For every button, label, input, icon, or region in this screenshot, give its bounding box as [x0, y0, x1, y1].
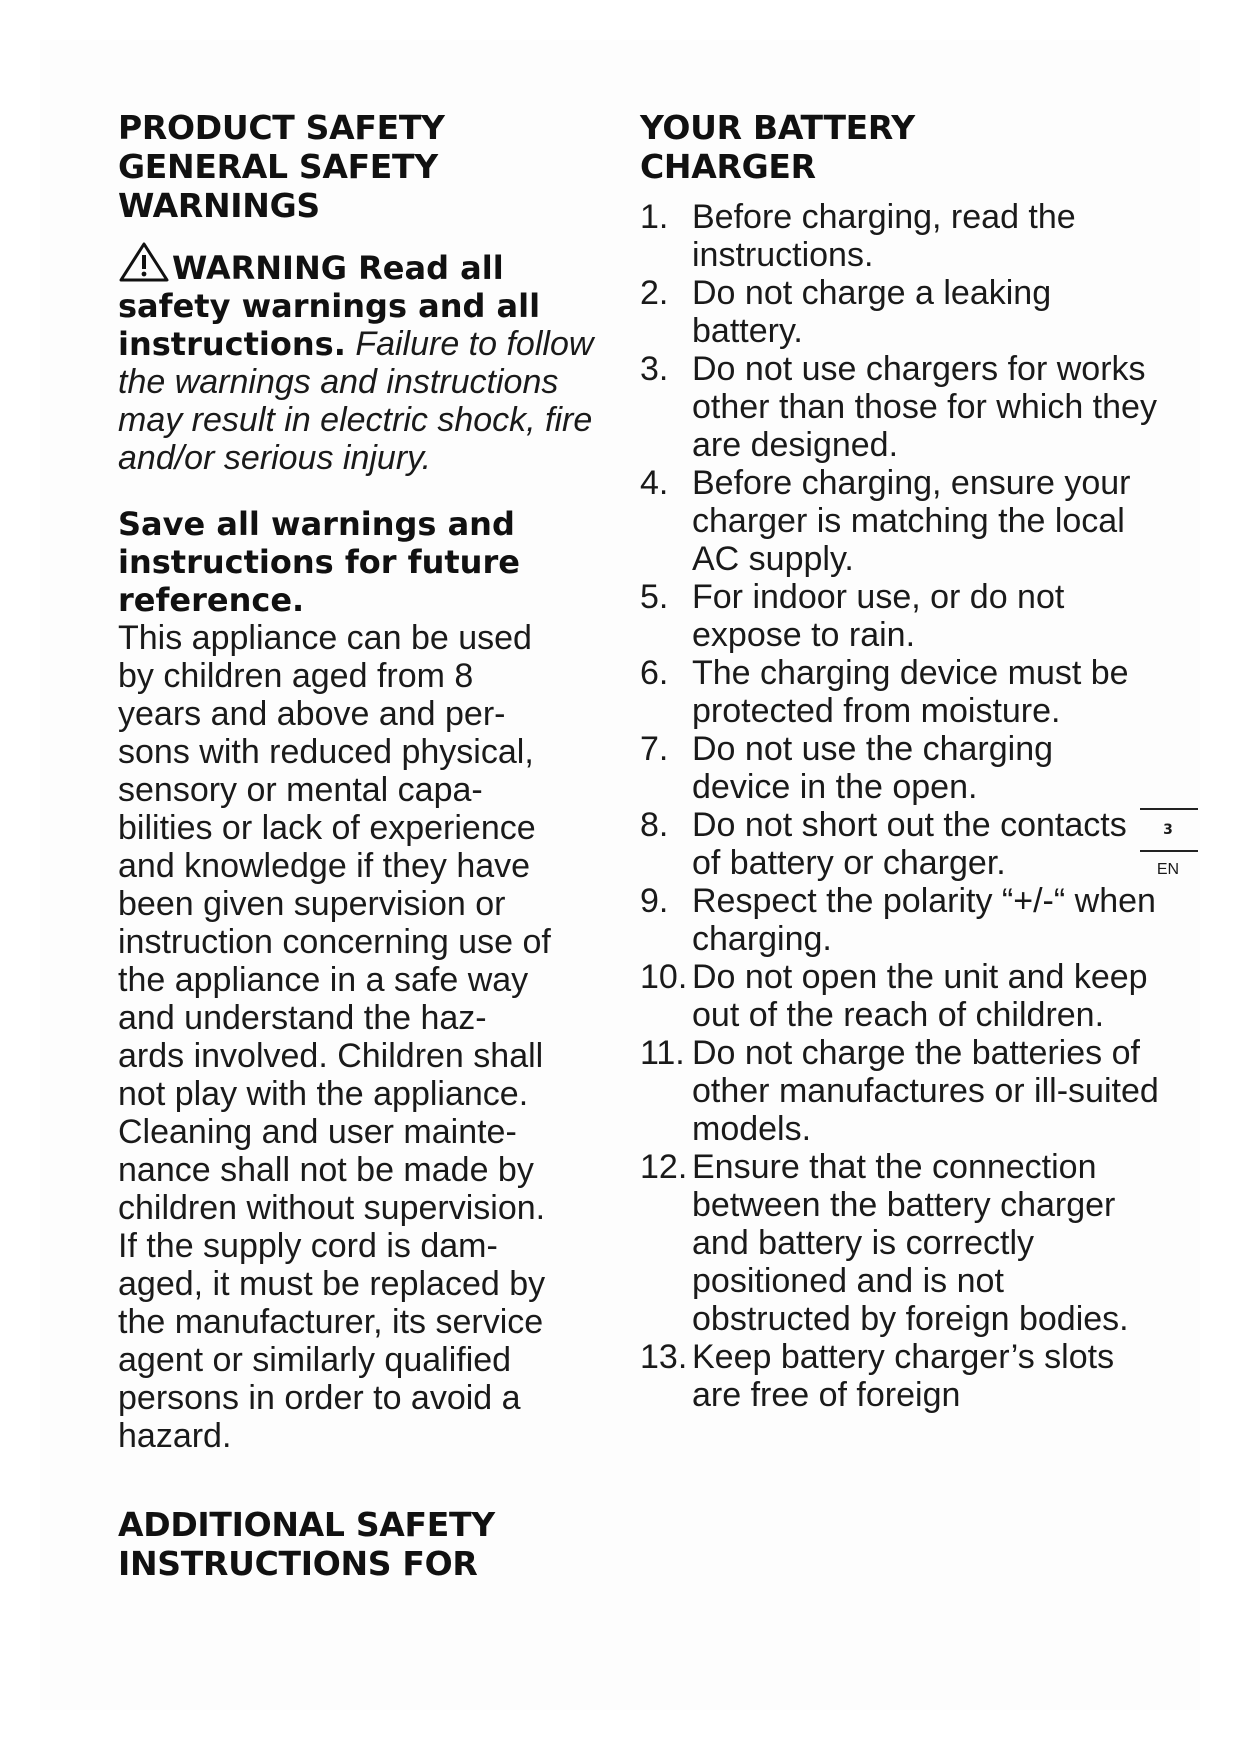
- body-line: years and above and per-: [118, 695, 506, 733]
- body-line: aged, it must be replaced by: [118, 1265, 546, 1303]
- list-item-number: 7.: [640, 730, 669, 768]
- list-item: [640, 1034, 1160, 1148]
- body-line: sensory or mental capa-: [118, 771, 483, 809]
- list-item-text: Ensure that the connection between the battery charger and battery is correctly positioned and is not obstructed by foreign bodies.: [692, 1148, 1129, 1338]
- list-item: [640, 274, 1160, 350]
- charger-instructions-list: [640, 198, 1160, 1414]
- body-line: instruction concerning use of: [118, 923, 551, 961]
- body-line: been given supervision or: [118, 885, 506, 923]
- body-line: children without supervision.: [118, 1189, 546, 1227]
- warning-triangle-icon: [118, 241, 170, 283]
- list-item-number: 3.: [640, 350, 669, 388]
- list-item-text: Do not charge the batteries of other manufactures or ill-suited models.: [692, 1034, 1159, 1148]
- list-item-number: 11.: [640, 1034, 685, 1072]
- heading-line: YOUR BATTERY: [640, 108, 915, 147]
- heading-line: CHARGER: [640, 147, 816, 186]
- warning-bold-text: WARNING Read all safety warnings and all instructions.: [118, 249, 541, 363]
- list-item-text: The charging device must be protected from moisture.: [692, 654, 1129, 730]
- heading-line: GENERAL SAFETY: [118, 147, 438, 186]
- body-line: persons in order to avoid a: [118, 1379, 521, 1417]
- list-item-text: Before charging, ensure your charger is matching the local AC supply.: [692, 464, 1131, 578]
- additional-safety-heading: [118, 1505, 608, 1583]
- language-code: EN: [1156, 861, 1180, 878]
- heading-line: PRODUCT SAFETY: [118, 108, 445, 147]
- list-item: [640, 198, 1160, 274]
- body-line: sons with reduced physical,: [118, 733, 534, 771]
- list-item-text: Do not use the charging device in the open.: [692, 730, 1054, 806]
- body-line: This appliance can be used: [118, 619, 532, 657]
- body-line: ards involved. Children shall: [118, 1037, 544, 1075]
- list-item-number: 2.: [640, 274, 669, 312]
- body-line: the appliance in a safe way: [118, 961, 529, 999]
- list-item: [640, 1338, 1160, 1414]
- battery-charger-heading: [640, 108, 1160, 186]
- body-line: If the supply cord is dam-: [118, 1227, 498, 1265]
- list-item-number: 9.: [640, 882, 669, 920]
- list-item-text: Keep battery charger’s slots are free of foreign: [692, 1338, 1115, 1414]
- list-item-text: Before charging, read the instructions.: [692, 198, 1076, 274]
- list-item-number: 13.: [640, 1338, 688, 1376]
- body-line: bilities or lack of experience: [118, 809, 536, 847]
- body-line: not play with the appliance.: [118, 1075, 529, 1113]
- save-notice: Save all warnings and instructions for future reference.: [118, 505, 520, 619]
- page-number: 3: [1163, 822, 1173, 838]
- list-item-text: Do not open the unit and keep out of the reach of children.: [692, 958, 1148, 1034]
- body-line: and knowledge if they have: [118, 847, 531, 885]
- list-item: [640, 882, 1160, 958]
- body-line: hazard.: [118, 1417, 232, 1455]
- heading-line: ADDITIONAL SAFETY: [118, 1505, 495, 1544]
- list-item-number: 10.: [640, 958, 688, 996]
- body-line: agent or similarly qualified: [118, 1341, 512, 1379]
- list-item: [640, 730, 1160, 806]
- appliance-usage-text: [118, 619, 608, 1455]
- list-item: [640, 958, 1160, 1034]
- list-item-number: 12.: [640, 1148, 688, 1186]
- left-column: [118, 108, 608, 1583]
- list-item-number: 4.: [640, 464, 669, 502]
- right-column: [640, 108, 1160, 1414]
- list-item-number: 8.: [640, 806, 669, 844]
- body-line: Cleaning and user mainte-: [118, 1113, 517, 1151]
- list-item-text: Respect the polarity “+/-“ when charging.: [692, 882, 1156, 958]
- list-item-text: Do not short out the contacts of battery or charger.: [692, 806, 1127, 882]
- body-line: and understand the haz-: [118, 999, 487, 1037]
- list-item-text: Do not use chargers for works other than those for which they are designed.: [692, 350, 1157, 464]
- body-line: the manufacturer, its service: [118, 1303, 544, 1341]
- warning-paragraph: [118, 241, 608, 477]
- list-item-number: 1.: [640, 198, 669, 236]
- list-item: [640, 350, 1160, 464]
- list-item: [640, 578, 1160, 654]
- body-line: nance shall not be made by: [118, 1151, 534, 1189]
- list-item: [640, 806, 1160, 882]
- list-item-text: For indoor use, or do not expose to rain.: [692, 578, 1065, 654]
- product-safety-heading: [118, 108, 608, 225]
- heading-line: WARNINGS: [118, 186, 320, 225]
- list-item-number: 6.: [640, 654, 669, 692]
- list-item-text: Do not charge a leaking battery.: [692, 274, 1052, 350]
- page-marker: [1140, 808, 1196, 880]
- list-item-number: 5.: [640, 578, 669, 616]
- body-line: by children aged from 8: [118, 657, 474, 695]
- list-item: [640, 464, 1160, 578]
- list-item: [640, 1148, 1160, 1338]
- list-item: [640, 654, 1160, 730]
- warning-italic-text: Failure to follow the warnings and instructions may result in electric shock, fire and/or serious injury.: [118, 325, 594, 477]
- heading-line: INSTRUCTIONS FOR: [118, 1544, 478, 1583]
